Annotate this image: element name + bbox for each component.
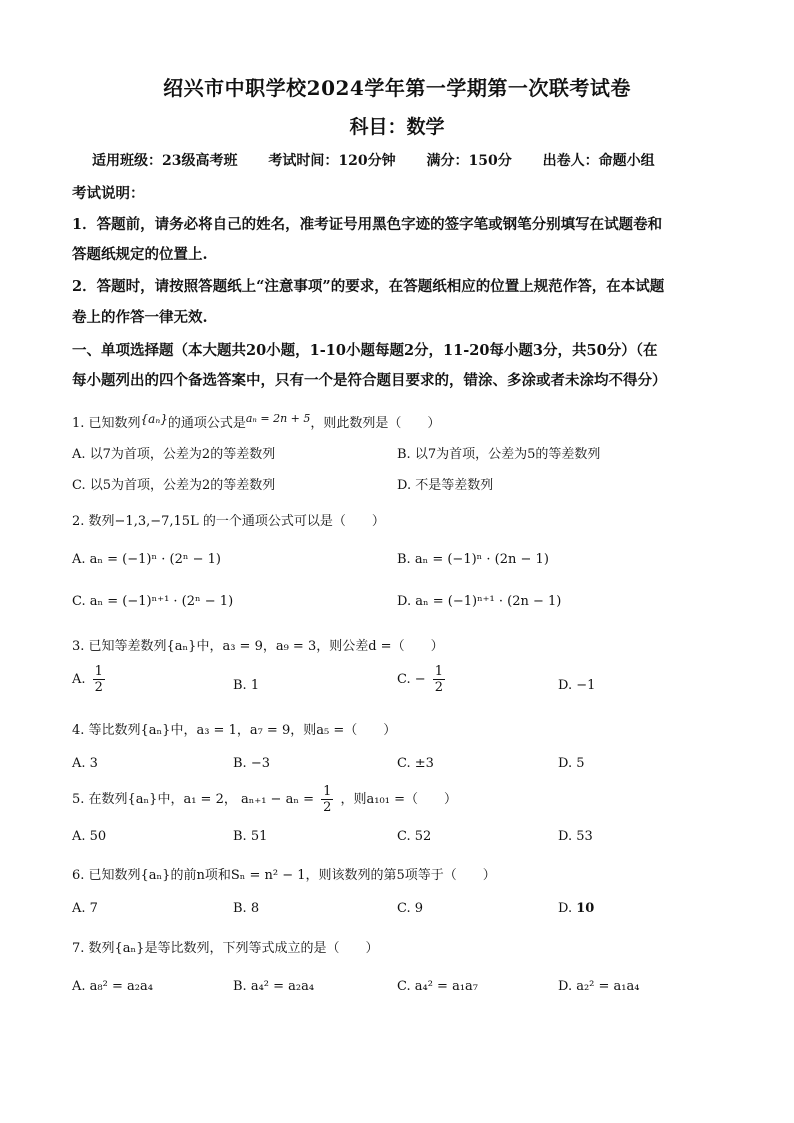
q4-option-a: A. 3 xyxy=(72,756,98,771)
q6-option-b: B. 8 xyxy=(233,901,260,916)
section-heading-line2: 每小题列出的四个备选答案中，只有一个是符合题目要求的，错涂、多涂或者未涂均不得分） xyxy=(72,372,667,389)
instruction-2-line1: 2．答题时，请按照答题纸上“注意事项”的要求，在答题纸相应的位置上规范作答，在本试题 xyxy=(72,278,665,295)
q5-option-d: D. 53 xyxy=(558,829,593,844)
meta-grade: 适用班级：23级高考班 xyxy=(92,153,238,169)
q7-option-d: D. a₂² = a₁a₄ xyxy=(558,979,640,994)
q4-option-c: C. ±3 xyxy=(397,756,434,771)
q3-option-b: B. 1 xyxy=(233,678,260,693)
q1-stem-b: 的通项公式是 xyxy=(167,416,246,431)
meta-time: 考试时间：120分钟 xyxy=(268,153,396,169)
q2-option-d: D. aₙ = (−1)ⁿ⁺¹ · (2n − 1) xyxy=(397,594,562,609)
q5-option-a: A. 50 xyxy=(72,829,107,844)
q5-option-c: C. 52 xyxy=(397,829,432,844)
q1-stem-c: ，则此数列是（ ） xyxy=(310,416,441,431)
q3-c-den: 2 xyxy=(434,680,444,695)
q3-option-c xyxy=(397,664,448,695)
instructions-heading: 考试说明： xyxy=(72,185,145,202)
question-1-stem xyxy=(72,412,440,431)
q1-stem-a: 1. 已知数列 xyxy=(72,416,141,431)
q5-stem-b: ，则a₁₀₁ =（ ） xyxy=(340,792,457,807)
q6-option-a: A. 7 xyxy=(72,901,98,916)
q5-stem-a: 5. 在数列{aₙ}中，a₁ = 2， aₙ₊₁ − aₙ = xyxy=(72,792,314,807)
q6-option-c: C. 9 xyxy=(397,901,424,916)
exam-meta xyxy=(92,150,681,170)
meta-author: 出卷人：命题小组 xyxy=(542,153,655,169)
question-2-stem: 2. 数列−1,3,−7,15L 的一个通项公式可以是（ ） xyxy=(72,514,385,529)
exam-title: 绍兴市中职学校2024学年第一学期第一次联考试卷 xyxy=(163,76,631,100)
instruction-1-line1: 1．答题前，请务必将自己的姓名，准考证号用黑色字迹的签字笔或钢笔分别填写在试题卷和 xyxy=(72,216,663,233)
q5-den: 2 xyxy=(323,800,332,815)
q4-option-b: B. −3 xyxy=(233,756,270,771)
question-3-stem: 3. 已知等差数列{aₙ}中，a₃ = 9，a₉ = 3，则公差d =（ ） xyxy=(72,639,444,654)
q3-a-fraction xyxy=(93,664,105,695)
q2-option-a: A. aₙ = (−1)ⁿ · (2ⁿ − 1) xyxy=(72,552,221,567)
instruction-2-line2: 卷上的作答一律无效. xyxy=(72,309,208,326)
q3-option-d: D. −1 xyxy=(558,678,596,693)
meta-score: 满分：150分 xyxy=(426,153,512,169)
section-heading-line1: 一、单项选择题（本大题共20小题，1-10小题每题2分，11-20每小题3分，共50分）（在 xyxy=(72,342,658,359)
q3-c-fraction xyxy=(433,664,445,695)
question-4-stem: 4. 等比数列{aₙ}中，a₃ = 1，a₇ = 9，则a₅ =（ ） xyxy=(72,723,397,738)
q5-num: 1 xyxy=(323,784,332,799)
q7-option-b: B. a₄² = a₂a₄ xyxy=(233,979,315,994)
q2-option-b: B. aₙ = (−1)ⁿ · (2n − 1) xyxy=(397,552,549,567)
q3-c-label: C. − xyxy=(397,672,426,687)
q6-option-d xyxy=(558,901,594,916)
q5-fraction xyxy=(321,784,333,815)
q1-option-a: A. 以7为首项，公差为2的等差数列 xyxy=(72,447,276,462)
question-5-stem xyxy=(72,784,457,815)
instruction-1-line2: 答题纸规定的位置上. xyxy=(72,246,208,263)
q1-option-b: B. 以7为首项，公差为5的等差数列 xyxy=(397,447,601,462)
exam-subject: 科目：数学 xyxy=(349,116,445,138)
q3-option-a xyxy=(72,664,108,695)
question-6-stem: 6. 已知数列{aₙ}的前n项和Sₙ = n² − 1，则该数列的第5项等于（ ） xyxy=(72,868,496,883)
q3-a-label: A. xyxy=(72,672,86,687)
q1-formula: aₙ = 2n + 5 xyxy=(245,412,311,425)
q4-option-d: D. 5 xyxy=(558,756,585,771)
q5-option-b: B. 51 xyxy=(233,829,268,844)
q3-c-num: 1 xyxy=(434,664,444,679)
question-7-stem: 7. 数列{aₙ}是等比数列，下列等式成立的是（ ） xyxy=(72,941,379,956)
q6-d-label: D. xyxy=(558,901,573,916)
q1-seq: {aₙ} xyxy=(140,412,168,426)
q1-option-d: D. 不是等差数列 xyxy=(397,478,494,493)
q1-option-c: C. 以5为首项，公差为2的等差数列 xyxy=(72,478,276,493)
q6-d-value: 10 xyxy=(576,901,595,916)
q3-a-num: 1 xyxy=(94,664,103,679)
q2-option-c: C. aₙ = (−1)ⁿ⁺¹ · (2ⁿ − 1) xyxy=(72,594,234,609)
q3-a-den: 2 xyxy=(94,680,103,695)
q7-option-c: C. a₄² = a₁a₇ xyxy=(397,979,479,994)
q7-option-a: A. a₈² = a₂a₄ xyxy=(72,979,153,994)
